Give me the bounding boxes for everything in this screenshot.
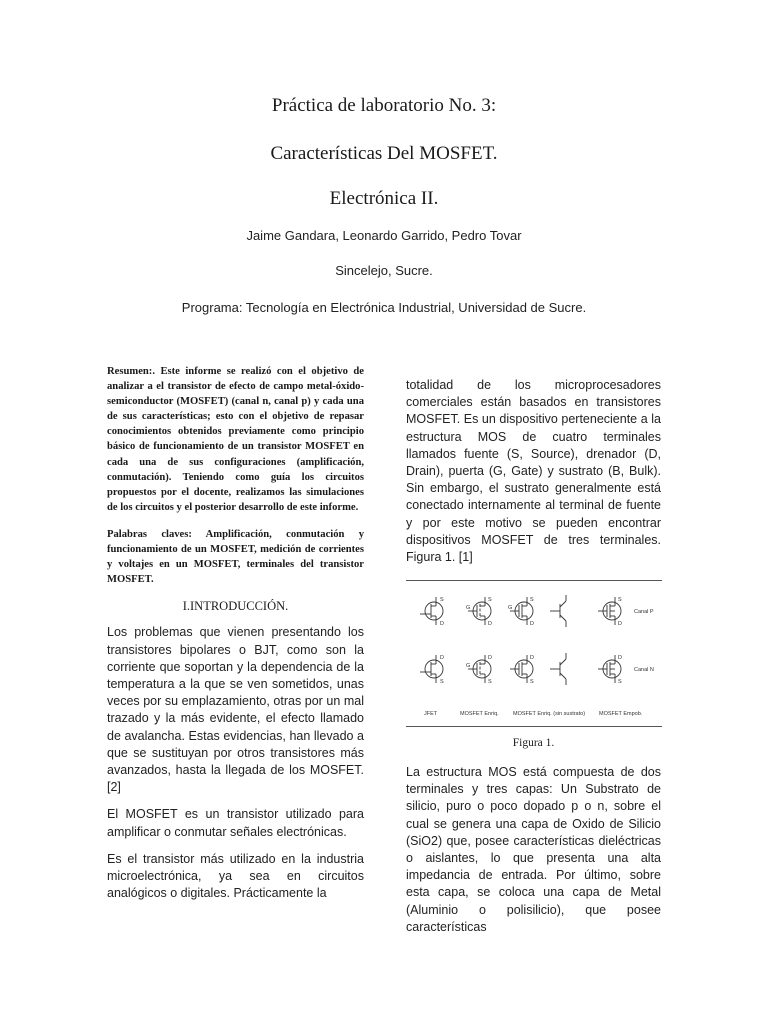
document-subtitle: Características Del MOSFET.	[270, 143, 498, 164]
column-label-mosfet-sin-sustrato: MOSFET Enriq. (sin sustrato)	[513, 711, 586, 717]
terminal-label-d: D	[488, 621, 492, 627]
terminal-label-d: D	[530, 621, 534, 627]
terminal-label-s: S	[440, 597, 444, 603]
program-line: Programa: Tecnología en Electrónica Industrial, Universidad de Sucre.	[181, 300, 587, 315]
intro-paragraph-3: Es el transistor más utilizado en la industria microelectrónica, ya sea en circuitos analógicos o digitales. Prácticamente la	[107, 851, 364, 901]
column-label-jfet: JFET	[424, 711, 438, 717]
terminal-label-g: G	[466, 605, 471, 611]
course-name: Electrónica II.	[329, 188, 439, 209]
left-column	[107, 364, 364, 902]
figure-caption: Figura 1.	[512, 737, 555, 749]
terminal-label-g: G	[466, 663, 471, 669]
authors-line: Jaime Gandara, Leonardo Garrido, Pedro Tovar	[246, 228, 522, 243]
terminal-label-s: S	[618, 679, 622, 685]
terminal-label-s: S	[440, 679, 444, 685]
row-label-canal-p: Canal P	[634, 609, 654, 615]
terminal-label-g: G	[508, 605, 513, 611]
abstract-paragraph: Resumen:. Este informe se realizó con el objetivo de analizar a el transistor de efecto de campo metal-óxido-semiconductor (MOSFET) (canal n, canal p) y cada una de sus características; esto con el objetivo de repasar conocimientos obtenidos previamente como principio básico de funcionamiento de un transistor MOSFET en cada una de sus configuraciones (amplificación, conmutación). Teniendo como guía los circuitos propuestos por el docente, realizamos las simulaciones de los circuitos y el posterior desarrollo de este informe.	[107, 366, 364, 513]
keywords-paragraph: Palabras claves: Amplificación, conmutación y funcionamiento de un MOSFET, medición de corrientes y voltajes en un MOSFET, terminales del transistor MOSFET.	[107, 528, 364, 586]
section-heading-introduccion: I.INTRODUCCIÓN.	[182, 599, 289, 614]
terminal-label-s: S	[618, 597, 622, 603]
intro-paragraph-1: Los problemas que vienen presentando los transistores bipolares o BJT, como son la corriente que soportan y la dependencia de la temperatura a la que se ven sometidos, unas veces por su emplazamiento, otras por un mal trazado y la más evidente, el efecto llamado de avalancha. Estas evidencias, han llevado a que se sustituyan por otros transistores más avanzados, hasta la llegada de los MOSFET. [2]	[107, 625, 364, 795]
location-line: Sincelejo, Sucre.	[335, 263, 433, 278]
figure-caption-wrap	[406, 737, 661, 749]
terminal-label-s: S	[488, 597, 492, 603]
right-column-bottom	[406, 764, 661, 936]
column-label-mosfet-empob: MOSFET Empob.	[599, 711, 643, 717]
terminal-label-d: D	[488, 655, 492, 661]
document-title: Práctica de laboratorio No. 3:	[271, 95, 497, 116]
right-paragraph-1: totalidad de los microprocesadores comerciales están basados en transistores MOSFET. Es un dispositivo perteneciente a la estructura MOS de cuatro terminales llamados fuente (S, Source), drenador (D, Drain), puerta (G, Gate) y sustrato (B, Bulk). Sin embargo, el sustrato generalmente está conectado internamente al terminal de fuente y por este motivo se pueden encontrar dispositivos MOSFET de tres terminales. Figura 1. [1]	[406, 378, 661, 565]
right-paragraph-2: La estructura MOS está compuesta de dos terminales y tres capas: Un Substrato de silicio, puro o poco dopado p o n, sobre el cual se genera una capa de Oxido de Silicio (SiO2) que, posee características dieléctricas o aislantes, lo que presenta una alta impedancia de entrada. Por último, sobre esta capa, se coloca una capa de Metal (Aluminio o polisilicio), que posee características	[406, 765, 661, 934]
terminal-label-d: D	[440, 655, 444, 661]
column-label-mosfet-enriq: MOSFET Enriq.	[460, 711, 499, 717]
terminal-label-s: S	[488, 679, 492, 685]
terminal-label-s: S	[530, 597, 534, 603]
intro-paragraph-2: El MOSFET es un transistor utilizado para amplificar o conmutar señales electrónicas.	[107, 807, 364, 839]
terminal-label-s: S	[530, 679, 534, 685]
terminal-label-d: D	[530, 655, 534, 661]
terminal-label-d: D	[618, 621, 622, 627]
terminal-label-d: D	[618, 655, 622, 661]
figure-1-transistor-symbols	[406, 580, 662, 727]
terminal-label-d: D	[440, 621, 444, 627]
right-column-top	[406, 377, 661, 566]
transistor-symbols-diagram	[406, 581, 662, 726]
row-label-canal-n: Canal N	[634, 667, 654, 673]
